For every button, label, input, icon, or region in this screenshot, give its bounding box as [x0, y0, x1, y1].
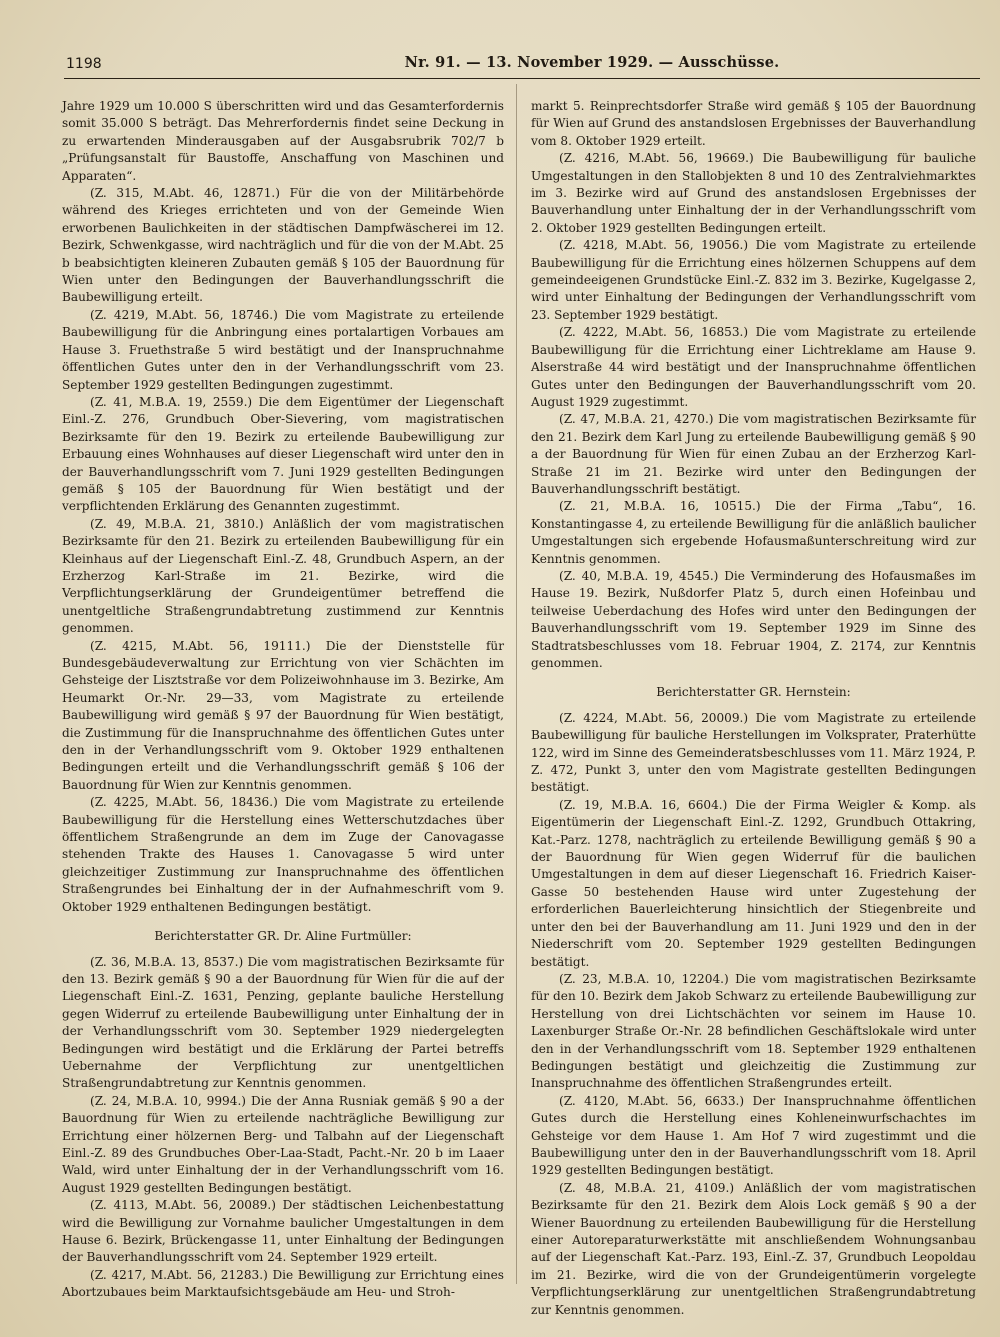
paragraph: (Z. 49, M.B.A. 21, 3810.) Anläßlich der vom magistratischen Bezirksamte für den 21. Bezirk zu erteilenden Baubewilligung für ein Kleinhaus auf der Liegenschaft Einl.-Z. 48, Grundbuch Aspern, an der Erzherzog Karl-Straße im 21. Bezirke, wird die Verpflichtungserklärung der Grundeigentümer betreffend die unentgeltliche Straßengrundabtretung zustimmend zur Kenntnis genommen.	[62, 516, 504, 636]
paragraph: (Z. 4219, M.Abt. 56, 18746.) Die vom Magistrate zu erteilende Baubewilligung für die Anbringung eines portalartigen Vorbaues am Hause 3. Fruethstraße 5 wird bestätigt und der Inanspruchnahme öffentlichen Gutes unter den in der Verhandlungsschrift vom 23. September 1929 gestellten Bedingungen zugestimmt.	[62, 307, 504, 392]
paragraph: (Z. 47, M.B.A. 21, 4270.) Die vom magistratischen Bezirksamte für den 21. Bezirk dem Karl Jung zu erteilende Baubewilligung gemäß § 90 a der Bauordnung für Wien für einen Zubau an der Erzherzog Karl-Straße 21 im 21. Bezirke wird unter den Bedingungen der Bauverhandlungsschrift bestätigt.	[531, 412, 976, 496]
column-divider	[516, 84, 517, 1284]
paragraph: (Z. 41, M.B.A. 19, 2559.) Die dem Eigentümer der Liegenschaft Einl.-Z. 276, Grundbuch Ober-Sievering, vom magistratischen Bezirksamte für den 19. Bezirk zu erteilende Baubewilligung zur Erbauung eines Wohnhauses auf dieser Liegenschaft wird unter den in der Bauverhandlungsschrift vom 7. Juni 1929 gestellten Bedingungen gemäß § 105 der Bauordnung für Wien bestätigt und der verpflichtenden Erklärung des Genannten zugestimmt.	[62, 394, 504, 514]
paragraph: (Z. 4113, M.Abt. 56, 20089.) Der städtischen Leichenbestattung wird die Bewilligung zur Vornahme baulicher Umgestaltungen in dem Hause 6. Bezirk, Brückengasse 11, unter Einhaltung der Bedingungen der Bauverhandlungsschrift vom 24. September 1929 erteilt.	[62, 1198, 504, 1265]
running-head: Nr. 91. — 13. November 1929. — Ausschüsse.	[404, 54, 780, 71]
paragraph: (Z. 40, M.B.A. 19, 4545.) Die Verminderung des Hofausmaßes im Hause 19. Bezirk, Nußdorfer Platz 5, durch einen Hofeinbau und teilweise Ueberdachung des Hofes wird unter den Bedingungen der Bauverhandlungsschrift vom 19. September 1929 im Sinne des Stadtratsbeschlusses vom 18. Februar 1904, Z. 2174, zur Kenntnis genommen.	[531, 568, 976, 670]
paragraph: (Z. 4217, M.Abt. 56, 21283.) Die Bewilligung zur Errichtung eines Abortzubaues beim Marktaufsichtsgebäude am Heu- und Stroh-	[62, 1267, 504, 1300]
paragraph: Jahre 1929 um 10.000 S überschritten wird und das Gesamterfordernis somit 35.000 S beträgt. Das Mehrerfordernis findet seine Deckung in zu erwartenden Minderausgaben auf der Ausgabsrubrik 702/7 b „Prüfungsanstalt für Baustoffe, Anschaffung von Maschinen und Apparaten“.	[62, 99, 504, 183]
paragraph: (Z. 4225, M.Abt. 56, 18436.) Die vom Magistrate zu erteilende Baubewilligung für die Herstellung eines Wetterschutzdaches über öffentlichem Straßengrunde an dem im Zuge der Canovagasse stehenden Trakte des Hauses 1. Canovagasse 5 wird unter gleichzeitiger Zustimmung zur Inanspruchnahme des öffentlichen Straßengrundes bei Einhaltung der in der Aufnahmeschrift vom 9. Oktober 1929 enthaltenen Bedingungen bestätigt.	[62, 795, 504, 914]
paragraph: (Z. 4215, M.Abt. 56, 19111.) Die der Dienststelle für Bundesgebäudeverwaltung zur Errichtung von vier Schächten im Gehsteige der Lisztstraße vor dem Polizeiwohnhause im 3. Bezirke, Am Heumarkt Or.-Nr. 29—33, vom Magistrate zu erteilende Baubewilligung wird gemäß § 97 der Bauordnung für Wien bestätigt, die Zustimmung für die Inanspruchnahme des öffentlichen Gutes unter den in der Verhandlungsschrift vom 9. Oktober 1929 enthaltenen Bedingungen erteilt und die Verhandlungsschrift gemäß § 106 der Bauordnung für Wien zur Kenntnis genommen.	[62, 638, 504, 792]
paragraph: (Z. 4120, M.Abt. 56, 6633.) Der Inanspruchnahme öffentlichen Gutes durch die Herstellung eines Kohleneinwurfschachtes im Gehsteige vor dem Hause 1. Am Hof 7 wird zugestimmt und die Baubewilligung unter den in der Bauverhandlungsschrift vom 18. April 1929 gestellten Bedingungen bestätigt.	[531, 1093, 976, 1178]
paragraph: (Z. 4224, M.Abt. 56, 20009.) Die vom Magistrate zu erteilende Baubewilligung für bauliche Herstellungen im Volksprater, Praterhütte 122, wird im Sinne des Gemeinderatsbeschlusses vom 11. März 1924, P. Z. 472, Punkt 3, unter den vom Magistrate gestellten Bedingungen bestätigt.	[531, 710, 976, 795]
header-rule	[64, 78, 980, 79]
section-heading: Berichterstatter GR. Dr. Aline Furtmüller:	[154, 929, 412, 944]
section-heading: Berichterstatter GR. Hernstein:	[656, 685, 851, 700]
paragraph: (Z. 36, M.B.A. 13, 8537.) Die vom magistratischen Bezirksamte für den 13. Bezirk gemäß § 90 a der Bauordnung für Wien für die auf der Liegenschaft Einl.-Z. 1631, Penzing, geplante bauliche Herstellung gegen Widerruf zu erteilende Baubewilligung unter Einhaltung der in der Verhandlungsschrift vom 30. September 1929 niedergelegten Bedingungen wird bestätigt und die Erklärung der Partei betreffs Uebernahme der Verpflichtung zur unentgeltlichen Straßengrundabtretung zur Kenntnis genommen.	[62, 954, 504, 1091]
paragraph: (Z. 19, M.B.A. 16, 6604.) Die der Firma Weigler & Komp. als Eigentümerin der Liegenschaft Einl.-Z. 1292, Grundbuch Ottakring, Kat.-Parz. 1278, nachträglich zu erteilende Bewilligung gemäß § 90 a der Bauordnung für Wien gegen Widerruf für die baulichen Umgestaltungen in dem auf dieser Liegenschaft 16. Friedrich Kaiser-Gasse 50 bestehenden Hause wird unter Zugestehung der erforderlichen Bauerleichterung hinsichtlich der Stiegenbreite und unter den bei der Bauverhandlung am 11. Juni 1929 und den in der Niederschrift vom 20. September 1929 gestellten Bedingungen bestätigt.	[531, 797, 976, 969]
paragraph: markt 5. Reinprechtsdorfer Straße wird gemäß § 105 der Bauordnung für Wien auf Grund des anstandslosen Ergebnisses der Bauverhandlung vom 8. Oktober 1929 erteilt.	[531, 99, 976, 148]
paragraph: (Z. 23, M.B.A. 10, 12204.) Die vom magistratischen Bezirksamte für den 10. Bezirk dem Jakob Schwarz zu erteilende Baubewilligung zur Herstellung von drei Lichtschächten vor seinem im Hause 10. Laxenburger Straße Or.-Nr. 28 befindlichen Geschäftslokale wird unter den in der Verhandlungsschrift vom 18. September 1929 enthaltenen Bedingungen bestätigt und gleichzeitig die Zustimmung zur Inanspruchnahme des öffentlichen Straßengrundes erteilt.	[531, 971, 976, 1091]
paragraph: (Z. 48, M.B.A. 21, 4109.) Anläßlich der vom magistratischen Bezirksamte für den 21. Bezirk dem Alois Lock gemäß § 90 a der Wiener Bauordnung zu erteilenden Baubewilligung für die Herstellung einer Autoreparaturwerkstätte mit anschließendem Wohnungsanbau auf der Liegenschaft Kat.-Parz. 193, Einl.-Z. 37, Grundbuch Leopoldau im 21. Bezirke, wird die von der Grundeigentümerin vorgelegte Verpflichtungserklärung zur unentgeltlichen Straßengrundabtretung zur Kenntnis genommen.	[531, 1180, 976, 1317]
left-column	[62, 98, 504, 1302]
page-number: 1198	[66, 56, 102, 72]
right-column	[531, 98, 976, 1319]
paragraph: (Z. 4216, M.Abt. 56, 19669.) Die Baubewilligung für bauliche Umgestaltungen in den Stallobjekten 8 und 10 des Zentralviehmarktes im 3. Bezirke wird auf Grund des anstandslosen Ergebnisses der Bauverhandlung unter Einhaltung der in der Verhandlungsschrift vom 2. Oktober 1929 gestellten Bedingungen erteilt.	[531, 151, 976, 235]
paragraph: (Z. 4222, M.Abt. 56, 16853.) Die vom Magistrate zu erteilende Baubewilligung für die Errichtung einer Lichtreklame am Hause 9. Alserstraße 44 wird bestätigt und der Inanspruchnahme öffentlichen Gutes unter den Bedingungen der Bauverhandlungsschrift vom 20. August 1929 zugestimmt.	[531, 325, 976, 409]
paragraph: (Z. 24, M.B.A. 10, 9994.) Die der Anna Rusniak gemäß § 90 a der Bauordnung für Wien zu erteilende nachträgliche Bewilligung zur Errichtung einer hölzernen Berg- und Talbahn auf der Liegenschaft Einl.-Z. 89 des Grundbuches Ober-Laa-Stadt, Pacht.-Nr. 20 b im Laaer Wald, wird unter Einhaltung der in der Verhandlungsschrift vom 16. August 1929 gestellten Bedingungen bestätigt.	[62, 1093, 504, 1195]
page-header	[66, 52, 978, 78]
paragraph: (Z. 4218, M.Abt. 56, 19056.) Die vom Magistrate zu erteilende Baubewilligung für die Errichtung eines hölzernen Schuppens auf dem gemeindeeigenen Grundstücke Einl.-Z. 832 im 3. Bezirke, Kugelgasse 2, wird unter Einhaltung der Bedingungen der Verhandlungsschrift vom 23. September 1929 bestätigt.	[531, 238, 976, 322]
paragraph: (Z. 21, M.B.A. 16, 10515.) Die der Firma „Tabu“, 16. Konstantingasse 4, zu erteilende Bewilligung für die anläßlich baulicher Umgestaltungen sich ergebende Hofausmaßunterschreitung wird zur Kenntnis genommen.	[531, 499, 976, 566]
paragraph: (Z. 315, M.Abt. 46, 12871.) Für die von der Militärbehörde während des Krieges errichteten und von der Gemeinde Wien erworbenen Baulichkeiten in der städtischen Dampfwäscherei im 12. Bezirk, Schwenkgasse, wird nachträglich und für die von der M.Abt. 25 b beabsichtigten kleineren Zubauten gemäß § 105 der Bauordnung für Wien unter den Bedingungen der Bauverhandlungsschrift die Baubewilligung erteilt.	[62, 186, 504, 305]
